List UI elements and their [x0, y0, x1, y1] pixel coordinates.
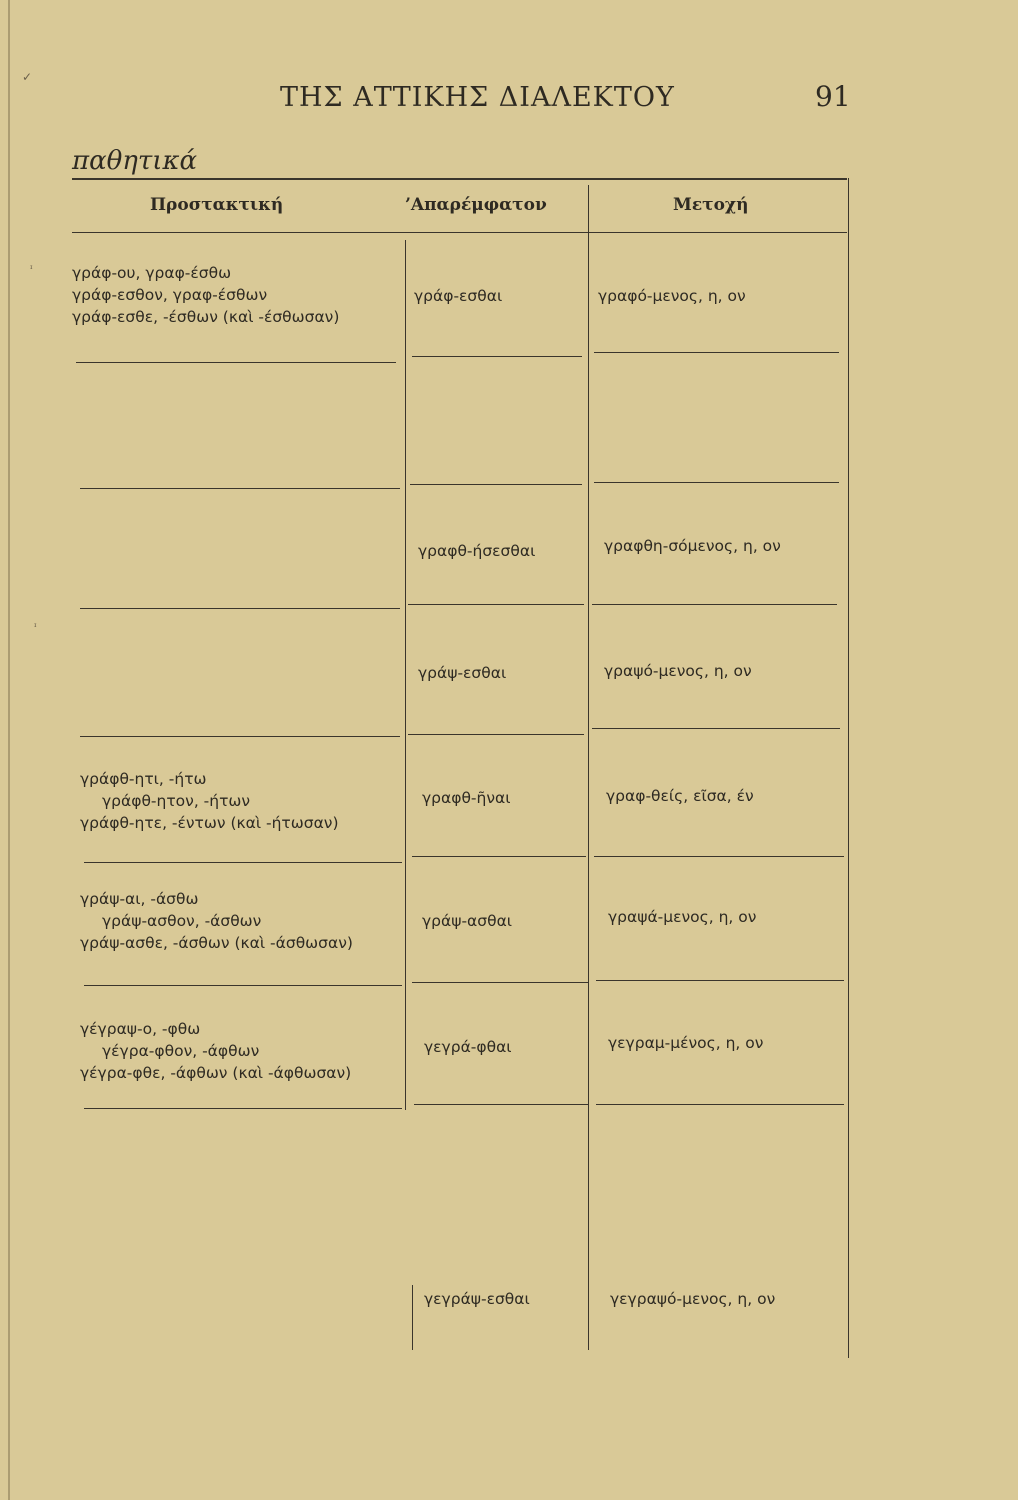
row-7-participle: γεγραμ-μένος, η, ον	[608, 1034, 764, 1052]
row-2-rule-a	[80, 488, 400, 489]
form-line: γράφθ-ητε, -έντων (καὶ -ήτωσαν)	[80, 814, 339, 832]
row-4-rule-c	[592, 728, 840, 729]
row-8-participle: γεγραψό-μενος, η, ον	[610, 1290, 776, 1308]
margin-mark: ᶦ	[34, 620, 37, 634]
row-4-rule-a	[80, 736, 400, 737]
row-1-rule-b	[412, 356, 582, 357]
row-6-rule-c	[596, 980, 844, 981]
margin-mark: ✓	[22, 70, 33, 84]
row-1-imperative	[72, 262, 339, 328]
form-line: γράφθ-ητι, -ήτω	[80, 770, 207, 788]
row-5-infinitive: γραφθ-ῆναι	[422, 789, 511, 807]
row-2-rule-b	[410, 484, 582, 485]
form-line: γέγραψ-ο, -φθω	[80, 1020, 201, 1038]
form-line: γέγρα-φθον, -άφθων	[102, 1042, 260, 1060]
row-3-participle: γραφθη-σόμενος, η, ον	[604, 537, 781, 555]
row-4-rule-b	[408, 734, 584, 735]
row-7-rule-a	[84, 1108, 402, 1109]
row-5-rule-b	[412, 856, 586, 857]
row-7-rule-c	[596, 1104, 844, 1105]
row-3-rule-c	[592, 604, 837, 605]
form-line: γράψ-αι, -άσθω	[80, 890, 199, 908]
row-6-imperative	[80, 888, 353, 954]
row-6-rule-a	[84, 985, 402, 986]
header-infinitive: ’Απαρέμφατον	[405, 195, 547, 215]
row-5-rule-a	[84, 862, 402, 863]
form-line: γέγρα-φθε, -άφθων (καὶ -άφθωσαν)	[80, 1064, 352, 1082]
row-7-infinitive: γεγρά-φθαι	[424, 1038, 512, 1056]
row-6-participle: γραψά-μενος, η, ον	[608, 908, 757, 926]
form-line: γράψ-ασθε, -άσθων (καὶ -άσθωσαν)	[80, 934, 353, 952]
row-3-rule-a	[80, 608, 400, 609]
row-5-rule-c	[594, 856, 844, 857]
form-line: γράφθ-ητον, -ήτων	[102, 792, 251, 810]
form-line: γράφ-εσθον, γραφ-έσθων	[72, 286, 268, 304]
row-1-rule-c	[594, 352, 839, 353]
header-rule	[72, 232, 847, 233]
page-number: 91	[815, 80, 851, 113]
row-5-imperative	[80, 768, 339, 834]
form-line: γράψ-ασθον, -άσθων	[102, 912, 262, 930]
column-divider-1-lower	[412, 1285, 413, 1350]
row-7-imperative	[80, 1018, 351, 1084]
column-divider-2	[588, 185, 589, 1350]
row-8-infinitive: γεγράψ-εσθαι	[424, 1290, 530, 1308]
row-7-rule-b	[414, 1104, 588, 1105]
table-right-rule	[848, 178, 849, 1358]
table-top-rule	[72, 178, 847, 180]
margin-mark: ᶦ	[30, 262, 33, 276]
row-6-infinitive: γράψ-ασθαι	[422, 912, 513, 930]
page-edge	[8, 0, 10, 1500]
row-5-participle: γραφ-θείς, εῖσα, έν	[606, 787, 754, 805]
row-3-rule-b	[408, 604, 584, 605]
row-1-infinitive: γράφ-εσθαι	[414, 287, 503, 305]
header-imperative: Προστακτική	[150, 195, 284, 215]
form-line: γράφ-εσθε, -έσθων (καὶ -έσθωσαν)	[72, 308, 340, 326]
row-6-rule-b	[412, 982, 588, 983]
section-title: παθητικά	[72, 146, 198, 176]
form-line: γράφ-ου, γραφ-έσθω	[72, 264, 232, 282]
column-divider-1	[405, 240, 406, 1110]
row-4-infinitive: γράψ-εσθαι	[418, 664, 507, 682]
running-title: ΤΗΣ ΑΤΤΙΚΗΣ ΔΙΑΛΕΚΤΟΥ	[280, 82, 675, 113]
row-4-participle: γραψό-μενος, η, ον	[604, 662, 752, 680]
header-participle: Μετοχή	[673, 195, 749, 215]
running-head	[0, 80, 1018, 120]
row-3-infinitive: γραφθ-ήσεσθαι	[418, 542, 536, 560]
row-1-participle: γραφό-μενος, η, ον	[598, 287, 746, 305]
row-1-rule-a	[76, 362, 396, 363]
row-2-rule-c	[594, 482, 839, 483]
